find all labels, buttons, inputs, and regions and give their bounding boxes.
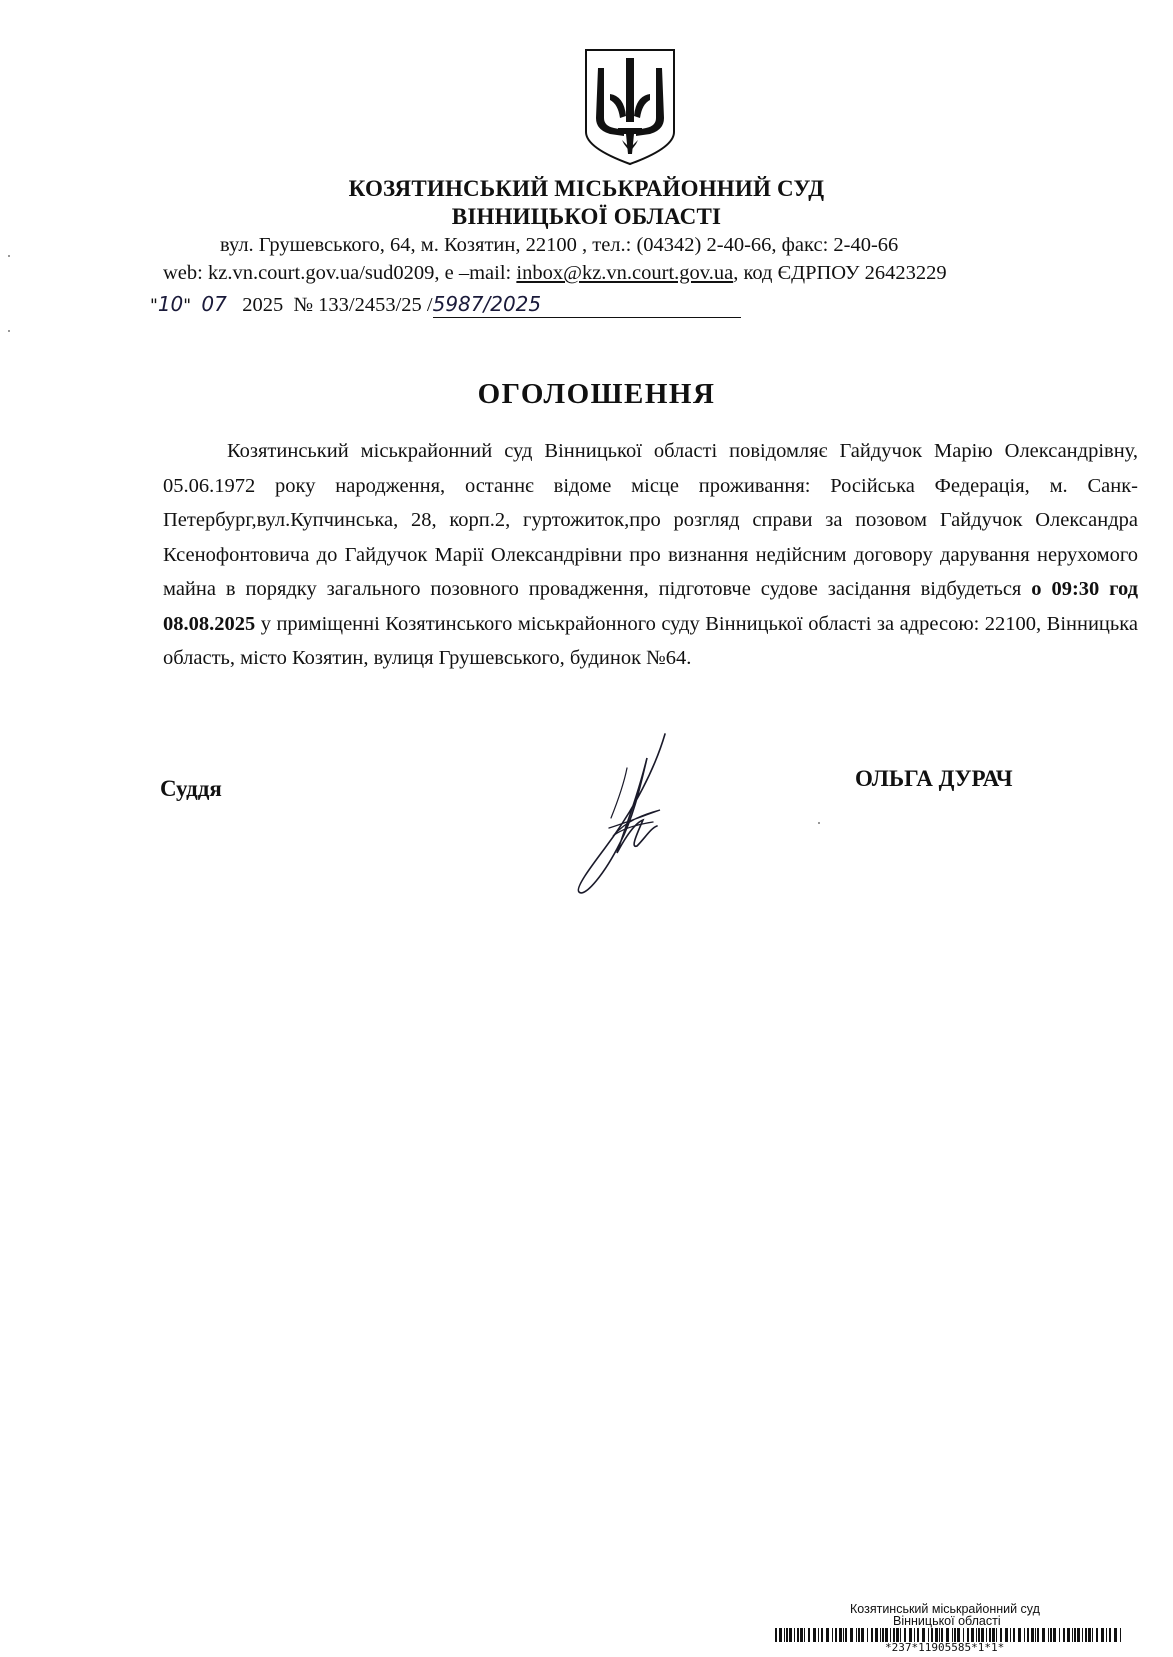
quote-mark: " [150, 296, 158, 316]
barcode-bar [928, 1628, 929, 1642]
barcode-bar [843, 1628, 844, 1642]
barcode-bar [904, 1628, 906, 1642]
judge-name: ОЛЬГА ДУРАЧ [855, 766, 1013, 791]
barcode [775, 1628, 1125, 1642]
court-name-line-2: ВІННИЦЬКОЇ ОБЛАСТІ [451, 204, 722, 229]
barcode-bar [981, 1628, 984, 1642]
scan-speck [818, 822, 820, 824]
barcode-bar [1120, 1628, 1121, 1642]
barcode-bar [850, 1628, 853, 1642]
barcode-bar [880, 1628, 881, 1642]
barcode-bar [875, 1628, 878, 1642]
barcode-bar [896, 1628, 899, 1642]
barcode-bar [1082, 1628, 1083, 1642]
handwritten-day: 10 [157, 292, 184, 316]
barcode-bar [971, 1628, 974, 1642]
barcode-bar [1042, 1628, 1045, 1642]
barcode-bar [1031, 1628, 1034, 1642]
barcode-bar [832, 1628, 833, 1642]
barcode-bar [941, 1628, 943, 1642]
web-address: web: kz.vn.court.gov.ua/sud0209, е –mail: [163, 262, 517, 284]
barcode-bar [775, 1628, 777, 1642]
barcode-bar [954, 1628, 956, 1642]
barcode-bar [914, 1628, 915, 1642]
barcode-bar [1035, 1628, 1036, 1642]
barcode-bar [839, 1628, 842, 1642]
barcode-bar [804, 1628, 805, 1642]
tryzub-coat-of-arms-icon [580, 44, 680, 168]
barcode-bar [890, 1628, 891, 1642]
barcode-bar [882, 1628, 884, 1642]
barcode-bar [1092, 1628, 1093, 1642]
announcement-body [163, 434, 1138, 676]
scan-speck [8, 330, 10, 332]
barcode-bar [1053, 1628, 1056, 1642]
edrpou-code: , код ЄДРПОУ 26423229 [733, 262, 947, 284]
barcode-bar [1048, 1628, 1049, 1642]
barcode-bar [856, 1628, 857, 1642]
barcode-bar [986, 1628, 987, 1642]
barcode-bar [893, 1628, 895, 1642]
reference-number: № 133/2453/25 / [293, 294, 433, 316]
barcode-bar [1106, 1628, 1107, 1642]
footer-court-region: Вінницької області [893, 1614, 1001, 1628]
court-name-line-1: КОЗЯТИНСЬКИЙ МІСЬКРАЙОННИЙ СУД [348, 176, 825, 201]
barcode-bar [784, 1628, 785, 1642]
barcode-bar [1114, 1628, 1117, 1642]
barcode-bar [931, 1628, 933, 1642]
hearing-datetime: о 09:30 год 08.08.2025 [163, 578, 1139, 635]
barcode-bar [786, 1628, 788, 1642]
barcode-bar [989, 1628, 991, 1642]
email-link[interactable]: inbox@kz.vn.court.gov.ua [516, 262, 734, 284]
barcode-bar [996, 1628, 997, 1642]
document-title: ОГОЛОШЕННЯ [477, 378, 716, 410]
barcode-bar [808, 1628, 810, 1642]
barcode-bar [885, 1628, 888, 1642]
reference-number-field [433, 292, 741, 318]
barcode-bar [1027, 1628, 1029, 1642]
barcode-bar [861, 1628, 864, 1642]
barcode-bar [946, 1628, 949, 1642]
barcode-bar [1024, 1628, 1025, 1642]
barcode-bar [1037, 1628, 1039, 1642]
barcode-bar [1010, 1628, 1011, 1642]
barcode-bar [967, 1628, 969, 1642]
barcode-bar [1013, 1628, 1015, 1642]
barcode-bar [1005, 1628, 1008, 1642]
reference-year: 2025 [242, 294, 284, 316]
barcode-bar [871, 1628, 873, 1642]
barcode-bar [797, 1628, 799, 1642]
barcode-bar [800, 1628, 803, 1642]
barcode-bar [789, 1628, 792, 1642]
footer-court-name: Козятинський міськрайонний суд [850, 1602, 1040, 1616]
barcode-bar [1067, 1628, 1070, 1642]
judge-position: Суддя [160, 776, 222, 801]
barcode-bar [794, 1628, 795, 1642]
quote-mark: " [183, 296, 192, 316]
outgoing-reference [150, 292, 741, 318]
barcode-bar [867, 1628, 868, 1642]
barcode-bar [858, 1628, 860, 1642]
barcode-bar [1077, 1628, 1080, 1642]
body-text-start: Козятинський міськрайонний суд Вінницької області повідомляє Гайдучок Марію Олександрівну, 05.06.1972 року народження, останнє відоме місце проживання: Російська Федерація, м. Санк-Петербург,вул.Купчинська, 28, корп.2, гуртожиток,про розгляд справи за позовом Гайдучок Олександра Ксенофонтовича до Гайдучок Марії Олександрівни про визнання недійсним договору дарування нерухомого майна в порядку загального позовного провадження, підготовче судове засідання відбудеться [163, 440, 1138, 600]
barcode-bar [922, 1628, 925, 1642]
barcode-bar [1050, 1628, 1052, 1642]
barcode-bar [957, 1628, 960, 1642]
barcode-bar [1063, 1628, 1065, 1642]
barcode-bar [1096, 1628, 1098, 1642]
barcode-bar [978, 1628, 980, 1642]
barcode-bar [1059, 1628, 1060, 1642]
barcode-bar [917, 1628, 919, 1642]
barcode-bar [976, 1628, 977, 1642]
barcode-bar [1000, 1628, 1002, 1642]
barcode-bar [821, 1628, 823, 1642]
barcode-bar [1072, 1628, 1073, 1642]
barcode-bar [779, 1628, 782, 1642]
court-contacts [163, 262, 947, 285]
barcode-bar [900, 1628, 901, 1642]
barcode-bar [939, 1628, 940, 1642]
handwritten-signature [565, 728, 690, 898]
scan-speck [8, 255, 10, 257]
barcode-bar [1101, 1628, 1104, 1642]
barcode-bar [1088, 1628, 1091, 1642]
barcode-bar [952, 1628, 953, 1642]
barcode-bar [826, 1628, 829, 1642]
body-text-end: у приміщенні Козятинського міськрайонного суду Вінницької області за адресою: 22100, Вінницька область, місто Козятин, вулиця Грушевського, будинок №64. [163, 612, 1138, 669]
barcode-bar [845, 1628, 847, 1642]
barcode-number: *237*11905585*1*1* [885, 1641, 1005, 1654]
court-address: вул. Грушевського, 64, м. Козятин, 22100 , тел.: (04342) 2-40-66, факс: 2-40-66 [220, 234, 899, 256]
barcode-bar [813, 1628, 816, 1642]
barcode-bar [1109, 1628, 1111, 1642]
barcode-bar [1074, 1628, 1076, 1642]
barcode-bar [835, 1628, 837, 1642]
barcode-bar [935, 1628, 938, 1642]
barcode-bar [818, 1628, 819, 1642]
barcode-bar [1018, 1628, 1021, 1642]
barcode-bar [963, 1628, 964, 1642]
handwritten-number: 5987/2025 [432, 292, 542, 316]
barcode-bar [992, 1628, 995, 1642]
barcode-bar [1085, 1628, 1087, 1642]
handwritten-month: 07 [201, 292, 227, 316]
barcode-bar [909, 1628, 912, 1642]
